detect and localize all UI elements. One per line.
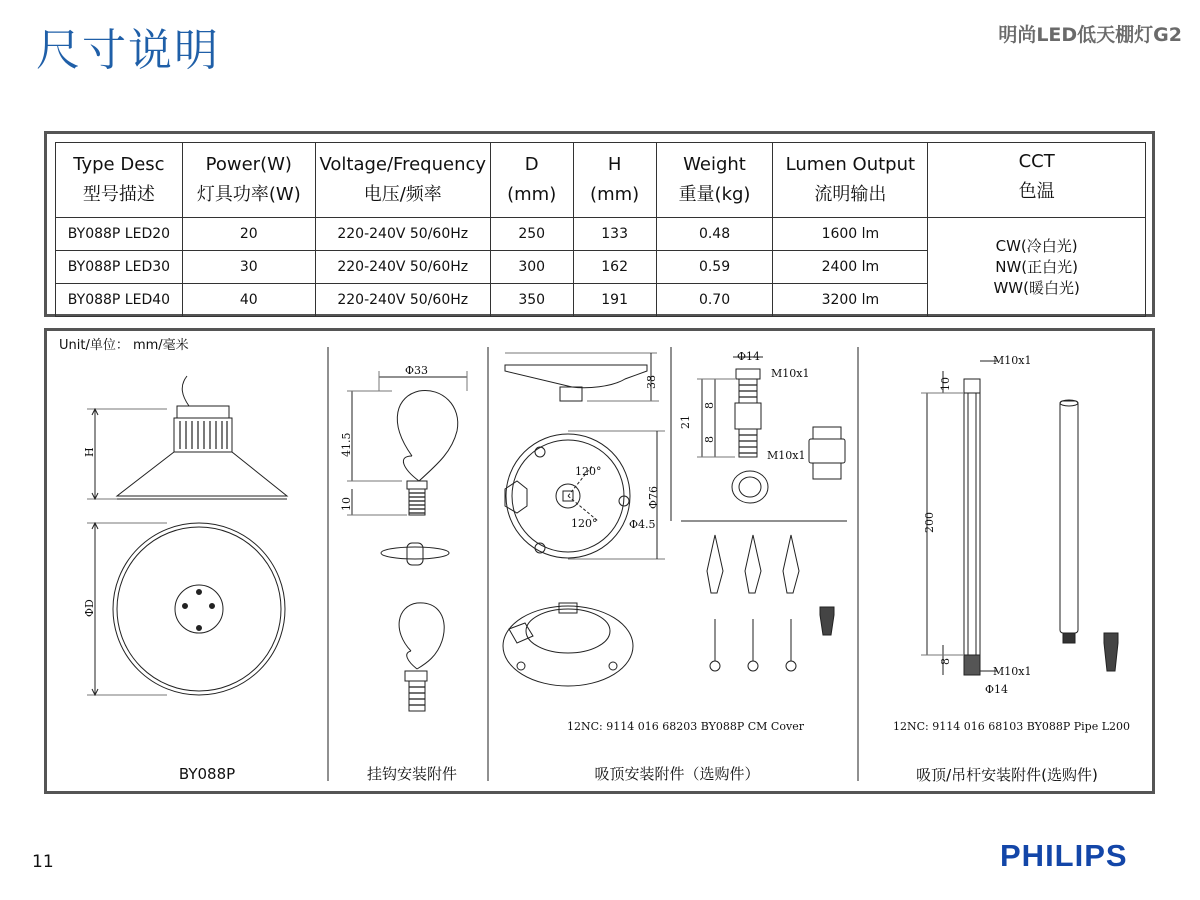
dim-hook-thread: 10: [340, 497, 353, 511]
cell-h: 191: [573, 284, 656, 317]
cell-h: 162: [573, 251, 656, 284]
hook-drawing: [347, 371, 467, 711]
lamp-side-view: [87, 376, 287, 499]
pipe-drawing: [921, 361, 1118, 675]
dim-pipe-a: 10: [939, 377, 952, 391]
dim-cover-diameter: Φ76: [647, 485, 660, 509]
col-lumen: Lumen Output 流明输出: [773, 143, 928, 218]
cell-d: 250: [490, 218, 573, 251]
ref-pipe: 12NC: 9114 016 68103 BY088P Pipe L200: [893, 720, 1131, 733]
cell-lumen: 2400 lm: [773, 251, 928, 284]
dim-hook-width: Φ33: [405, 364, 429, 377]
col-voltage: Voltage/Frequency 电压/频率: [315, 143, 490, 218]
dim-angle-2: 120°: [571, 517, 598, 530]
caption-lamp: BY088P: [178, 765, 236, 783]
cell-cct: CW(冷白光) NW(正白光) WW(暖白光): [928, 218, 1146, 317]
cell-type: BY088P LED40: [56, 284, 183, 317]
cell-power: 40: [182, 284, 315, 317]
dim-nipple-length: 21: [679, 415, 692, 429]
col-cct: CCT 色温: [928, 143, 1146, 218]
page-number: 11: [32, 852, 54, 872]
caption-pipe: 吸顶/吊杆安装附件(选购件): [916, 766, 1098, 784]
cell-power: 30: [182, 251, 315, 284]
spec-table-frame: [44, 131, 1155, 317]
col-weight: Weight 重量(kg): [656, 143, 773, 218]
dim-nipple-b: 8: [703, 436, 716, 443]
dim-angle-1: 120°: [575, 465, 602, 478]
lamp-bottom-view: [87, 523, 285, 695]
cell-lumen: 3200 lm: [773, 284, 928, 317]
cell-weight: 0.48: [656, 218, 773, 251]
cell-type: BY088P LED20: [56, 218, 183, 251]
col-type: Type Desc 型号描述: [56, 143, 183, 218]
cell-voltage: 220-240V 50/60Hz: [315, 218, 490, 251]
col-h: H (mm): [573, 143, 656, 218]
cell-weight: 0.59: [656, 251, 773, 284]
cell-voltage: 220-240V 50/60Hz: [315, 251, 490, 284]
dim-pipe-diameter: Φ14: [985, 683, 1009, 696]
dim-h-label: H: [83, 447, 96, 457]
dim-pipe-bottom-thread: M10x1: [993, 665, 1032, 678]
cell-weight: 0.70: [656, 284, 773, 317]
philips-logo: PHILIPS: [1000, 838, 1128, 873]
unit-note: Unit/单位： mm/毫米: [59, 338, 189, 353]
cell-d: 350: [490, 284, 573, 317]
dim-nipple-thread-top: M10x1: [771, 367, 810, 380]
cell-power: 20: [182, 218, 315, 251]
table-row: [56, 218, 1146, 251]
col-d: D (mm): [490, 143, 573, 218]
caption-hook: 挂钩安装附件: [366, 765, 457, 783]
dim-pipe-top-thread: M10x1: [993, 354, 1032, 367]
cell-h: 133: [573, 218, 656, 251]
dim-hook-height: 41.5: [340, 432, 353, 457]
drawings-panel: [44, 328, 1155, 794]
cell-d: 300: [490, 251, 573, 284]
spec-table: [55, 142, 1146, 317]
anchors-screws-drawing: [707, 535, 834, 671]
cell-lumen: 1600 lm: [773, 218, 928, 251]
dim-cover-height: 38: [645, 375, 658, 389]
cell-type: BY088P LED30: [56, 251, 183, 284]
caption-ceiling: 吸顶安装附件（选购件）: [594, 765, 760, 783]
cell-voltage: 220-240V 50/60Hz: [315, 284, 490, 317]
dim-d-label: ΦD: [83, 599, 96, 617]
dim-nipple-diameter: Φ14: [737, 350, 761, 363]
dim-pipe-b: 8: [939, 658, 952, 665]
dim-nipple-thread-bottom: M10x1: [767, 449, 806, 462]
dim-cover-hole: Φ4.5: [629, 518, 656, 531]
col-power: Power(W) 灯具功率(W): [182, 143, 315, 218]
page-title: 尺寸说明: [36, 25, 220, 76]
table-header-row: [56, 143, 1146, 218]
ref-cover: 12NC: 9114 016 68203 BY088P CM Cover: [567, 720, 804, 733]
dim-nipple-a: 8: [703, 402, 716, 409]
dim-pipe-length: 200: [923, 512, 936, 533]
product-name: 明尚LED低天棚灯G2: [998, 24, 1182, 46]
